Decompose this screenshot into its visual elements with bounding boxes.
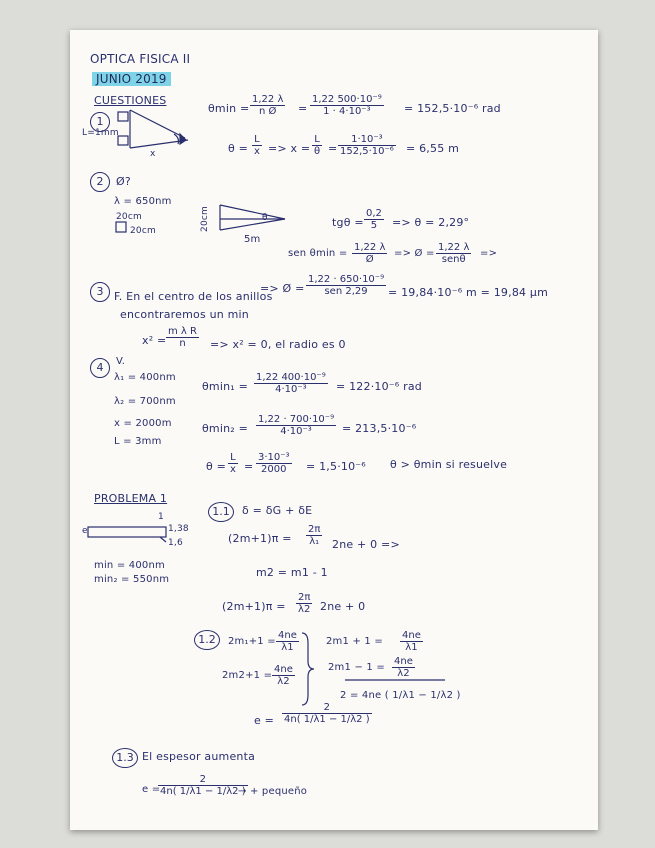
p13-e-lhs: e =	[142, 784, 161, 795]
problema-sub: 1	[158, 512, 164, 522]
q2-d-label: 20cm	[199, 206, 210, 232]
p12-l1-lhs: 2m₁+1 =	[228, 636, 276, 647]
q3-formula-lhs: x² =	[142, 334, 167, 347]
q1-triangle-diagram	[118, 110, 188, 148]
q4-eq2-result: = 213,5·10⁻⁶	[342, 422, 417, 435]
p12-r1-lhs: 2m1 + 1 =	[326, 636, 383, 647]
q1-eq2-frac2: $\frac{L}{\theta}$	[314, 134, 321, 157]
q1-eq2-frac1: $\frac{L}{x}$	[254, 134, 260, 157]
q4-x: x = 2000m	[114, 418, 172, 429]
q1-eq2-result: = 6,55 m	[406, 142, 460, 155]
q2-sen2-arrow: =>	[480, 248, 498, 259]
p11-delta: δ = δG + δE	[242, 504, 313, 517]
q1-eq2-eq: =	[328, 142, 338, 155]
p12-r3: 2 = 4ne ( 1/λ1 − 1/λ2 )	[340, 690, 461, 701]
q1-eq1-eq: =	[298, 102, 308, 115]
q2-phi-frac: 1,22 · 650·10⁻⁹ sen 2,29	[308, 274, 385, 297]
q2-size-top: 20cm	[116, 212, 142, 222]
p11-m-relation: m2 = m1 - 1	[256, 566, 328, 579]
problema-min2: min₂ = 550nm	[94, 574, 170, 585]
q3-formula-frac: $\frac{\text{m λ R}}{n}$	[168, 326, 197, 349]
q2-sen-arrow: => Ø =	[394, 248, 435, 259]
p12-e-lhs: e =	[254, 714, 275, 727]
q4-eq3-frac2: $\frac{\text{3·10⁻³}}{2000}$	[258, 452, 290, 475]
p12-r2-lhs: 2m1 − 1 =	[328, 662, 385, 673]
q2-tg-frac: $\frac{0,2}{5}$	[366, 208, 382, 231]
header-date: JUNIO 2019	[92, 72, 171, 86]
q1-eq1-lhs: θmin =	[208, 102, 250, 115]
q4-l: L = 3mm	[114, 436, 162, 447]
q1-eq1-frac1: $\frac{1,22 \lambda}{\text{n Ø}}$	[252, 94, 284, 117]
p13-number: 1.3	[112, 748, 138, 768]
q2-tg-lhs: tgθ =	[332, 216, 364, 229]
q2-sen-frac: $\frac{1,22 \lambda}{Ø}$	[354, 242, 386, 265]
thin-film-diagram	[88, 527, 166, 542]
q1-eq2-lhs: θ =	[228, 142, 249, 155]
q4-eq3-frac1: $\frac{L}{x}$	[230, 452, 236, 475]
p11-eq-lhs: (2m+1)π =	[228, 532, 292, 545]
p11-eq2-rhs: 2ne + 0	[320, 600, 366, 613]
q1-number: 1	[90, 112, 110, 132]
cuestiones-heading: CUESTIONES	[94, 94, 167, 107]
q3-line1: F. En el centro de los anillos	[114, 290, 273, 303]
q2-phi-lhs: => Ø =	[260, 282, 305, 295]
p11-eq-rhs: 2ne + 0 =>	[332, 538, 400, 551]
p12-r1-frac: $\frac{4ne}{\lambda 1}$	[402, 630, 421, 653]
q2-lambda: λ = 650nm	[114, 196, 172, 207]
q3-formula-result: => x² = 0, el radio es 0	[210, 338, 346, 351]
q1-eq1-frac2: $\frac{\text{1,22 500·10⁻⁹}}{\text{1 · 4·10⁻³}}$	[312, 94, 382, 117]
p12-l2-frac: $\frac{4ne}{\lambda 2}$	[274, 664, 293, 687]
q2-tg-result: => θ = 2,29°	[392, 216, 470, 229]
p11-eq2-frac: $\frac{2\pi}{\lambda 2}$	[298, 592, 311, 615]
q4-lambda1: λ₁ = 400nm	[114, 372, 176, 383]
p11-eq2-lhs: (2m+1)π =	[222, 600, 286, 613]
p13-text: El espesor aumenta	[142, 750, 256, 763]
q4-v: V.	[116, 356, 126, 367]
q2-unknown: Ø?	[116, 175, 131, 188]
q4-eq1-frac: $\frac{\text{1,22 400·10⁻⁹}}{\text{4·10⁻³}}$	[256, 372, 326, 395]
p13-e-frac: $\frac{2}{4n( 1/\lambda 1 - 1/\lambda 2 )}$	[160, 774, 246, 797]
p11-number: 1.1	[208, 502, 234, 522]
q2-distance: 5m	[244, 234, 261, 245]
notes-page	[70, 30, 598, 830]
q4-eq1-lhs: θmin₁ =	[202, 380, 248, 393]
q3-number: 3	[90, 282, 110, 302]
q4-eq2-frac: $\frac{\text{1,22 · 700·10⁻⁹}}{\text{4·10⁻³}}$	[258, 414, 335, 437]
p13-arrow-text: → + pequeño	[238, 786, 308, 797]
p12-e-frac: $\frac{2}{4n( 1/\lambda 1 - 1/\lambda 2 )}$	[284, 702, 370, 725]
q1-l-label: L=1mm	[82, 128, 119, 138]
problema-min1: min = 400nm	[94, 560, 165, 571]
q2-number: 2	[90, 172, 110, 192]
q2-sen-lhs: sen θmin =	[288, 248, 348, 259]
p12-number: 1.2	[194, 630, 220, 650]
p11-eq-frac: $\frac{2\pi}{\text{λ₁}}$	[308, 524, 321, 547]
q4-eq3-lhs: θ =	[206, 460, 227, 473]
q4-lambda2: λ₂ = 700nm	[114, 396, 176, 407]
q2-sen2-frac: 1,22 λ senθ	[438, 242, 470, 265]
q2-phi-result: = 19,84·10⁻⁶ m = 19,84 μm	[388, 286, 549, 299]
film-n-bottom: 1,6	[168, 538, 183, 548]
q4-eq1-result: = 122·10⁻⁶ rad	[336, 380, 422, 393]
q1-x-label: x	[150, 149, 156, 159]
problema-heading: PROBLEMA 1	[94, 492, 168, 505]
q4-conclusion: θ > θmin si resuelve	[390, 458, 508, 471]
q4-eq3-result: = 1,5·10⁻⁶	[306, 460, 366, 473]
p12-l2-lhs: 2m2+1 =	[222, 670, 273, 681]
film-n-top: 1,38	[168, 524, 189, 534]
film-e-label: e	[82, 526, 88, 536]
q2-theta-label: θ	[262, 213, 268, 223]
q4-eq2-lhs: θmin₂ =	[202, 422, 248, 435]
p12-l1-frac: $\frac{4ne}{\lambda 1}$	[278, 630, 297, 653]
q1-eq2-arrow: => x =	[268, 142, 311, 155]
q1-eq2-frac3: $\frac{\text{1·10⁻³}}{\text{152,5·10⁻⁶}}$	[340, 134, 394, 157]
header-title: OPTICA FISICA II	[90, 52, 191, 66]
q4-number: 4	[90, 358, 110, 378]
q3-line2: encontraremos un min	[120, 308, 249, 321]
q4-eq3-eq: =	[244, 460, 254, 473]
q1-eq1-result: = 152,5·10⁻⁶ rad	[404, 102, 501, 115]
q2-size-side: 20cm	[130, 226, 156, 236]
p12-r2-frac: $\frac{4ne}{\lambda 2}$	[394, 656, 413, 679]
